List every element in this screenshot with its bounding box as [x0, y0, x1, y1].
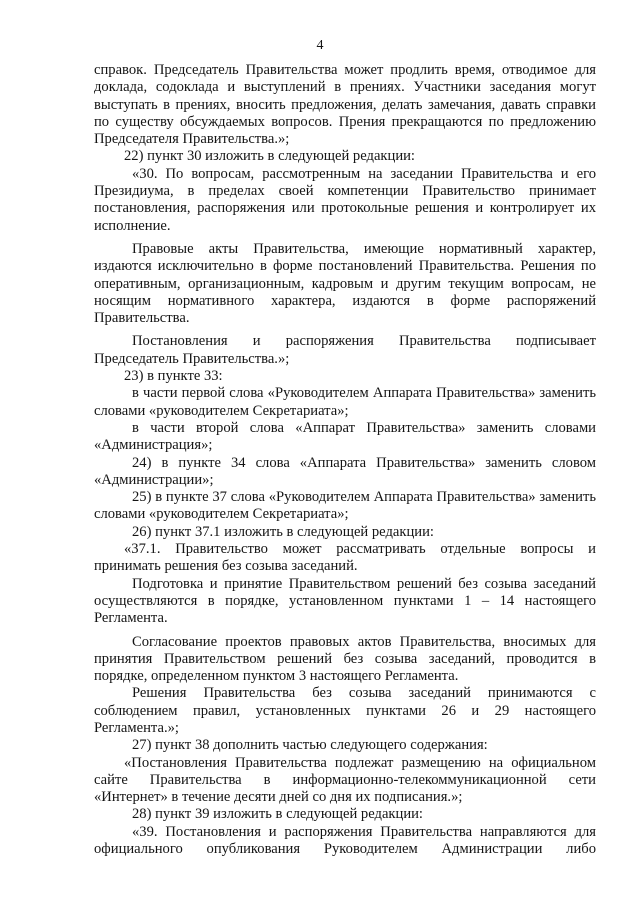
paragraph-legal-acts: Правовые акты Правительства, имеющие нормативный характер, издаются исключительно в форме постановлений Правительства. Решения по оперативным, организационным, кадровым и другим текущим вопросам, не носящим нормативного характера, издаются в форме распоряжений Правительства.: [94, 240, 596, 327]
paragraph-decisions: Решения Правительства без созыва заседаний принимаются с соблюдением правил, установленных пунктами 26 и 29 настоящего Регламента.»;: [94, 685, 596, 736]
amendment-23-part-1: в части первой слова «Руководителем Аппарата Правительства» заменить словами «руководителем Секретариата»;: [94, 385, 596, 419]
amendment-item-28: 28) пункт 39 изложить в следующей редакции:: [132, 806, 423, 823]
quoted-clause-37-1: «37.1. Правительство может рассматривать отдельные вопросы и принимать решения без созыва заседаний.: [94, 541, 596, 575]
amendment-item-24: 24) в пункте 34 слова «Аппарата Правительства» заменить словом «Администрации»;: [94, 454, 596, 488]
quoted-clause-39: «39. Постановления и распоряжения Правительства направляются для официального опубликования Руководителем Администрации либо: [94, 823, 596, 858]
paragraph-continuation: справок. Председатель Правительства может продлить время, отводимое для доклада, содоклада и выступлений в прениях. Участники заседания могут выступать в прениях, вносить предложения, делать замечания, давать справки по существу обсуждаемых вопросов. Прения прекращаются по предложению Председателя Правительства.»;: [94, 62, 596, 148]
amendment-item-23: 23) в пункте 33:: [124, 368, 223, 385]
amendment-item-25: 25) в пункте 37 слова «Руководителем Аппарата Правительства» заменить словами «руководителем Секретариата»;: [94, 489, 596, 523]
quoted-clause-30: «30. По вопросам, рассмотренным на заседании Правительства и его Президиума, в пределах своей компетенции Правительство принимает постановления, распоряжения или протокольные решения и контролирует их исполнение.: [94, 165, 596, 234]
amendment-23-part-2: в части второй слова «Аппарат Правительства» заменить словами «Администрация»;: [94, 419, 596, 454]
document-body: [94, 62, 596, 858]
quoted-publication-rule: «Постановления Правительства подлежат размещению на официальном сайте Правительства в информационно-телекоммуникационной сети «Интернет» в течение десяти дней со дня их подписания.»;: [94, 754, 596, 806]
paragraph-approval: Согласование проектов правовых актов Правительства, вносимых для принятия Правительством решений без созыва заседаний, проводится в порядке, определенном пунктом 3 настоящего Регламента.: [94, 633, 596, 685]
amendment-item-26: 26) пункт 37.1 изложить в следующей редакции:: [132, 523, 434, 540]
amendment-item-22: 22) пункт 30 изложить в следующей редакции:: [124, 148, 415, 165]
paragraph-preparation: Подготовка и принятие Правительством решений без созыва заседаний осуществляются в порядке, установленном пунктами 1 – 14 настоящего Регламента.: [94, 575, 596, 627]
amendment-item-27: 27) пункт 38 дополнить частью следующего содержания:: [132, 737, 488, 754]
paragraph-signature: Постановления и распоряжения Правительства подписывает Председатель Правительства.»;: [94, 333, 596, 367]
page-number: 4: [316, 38, 324, 53]
